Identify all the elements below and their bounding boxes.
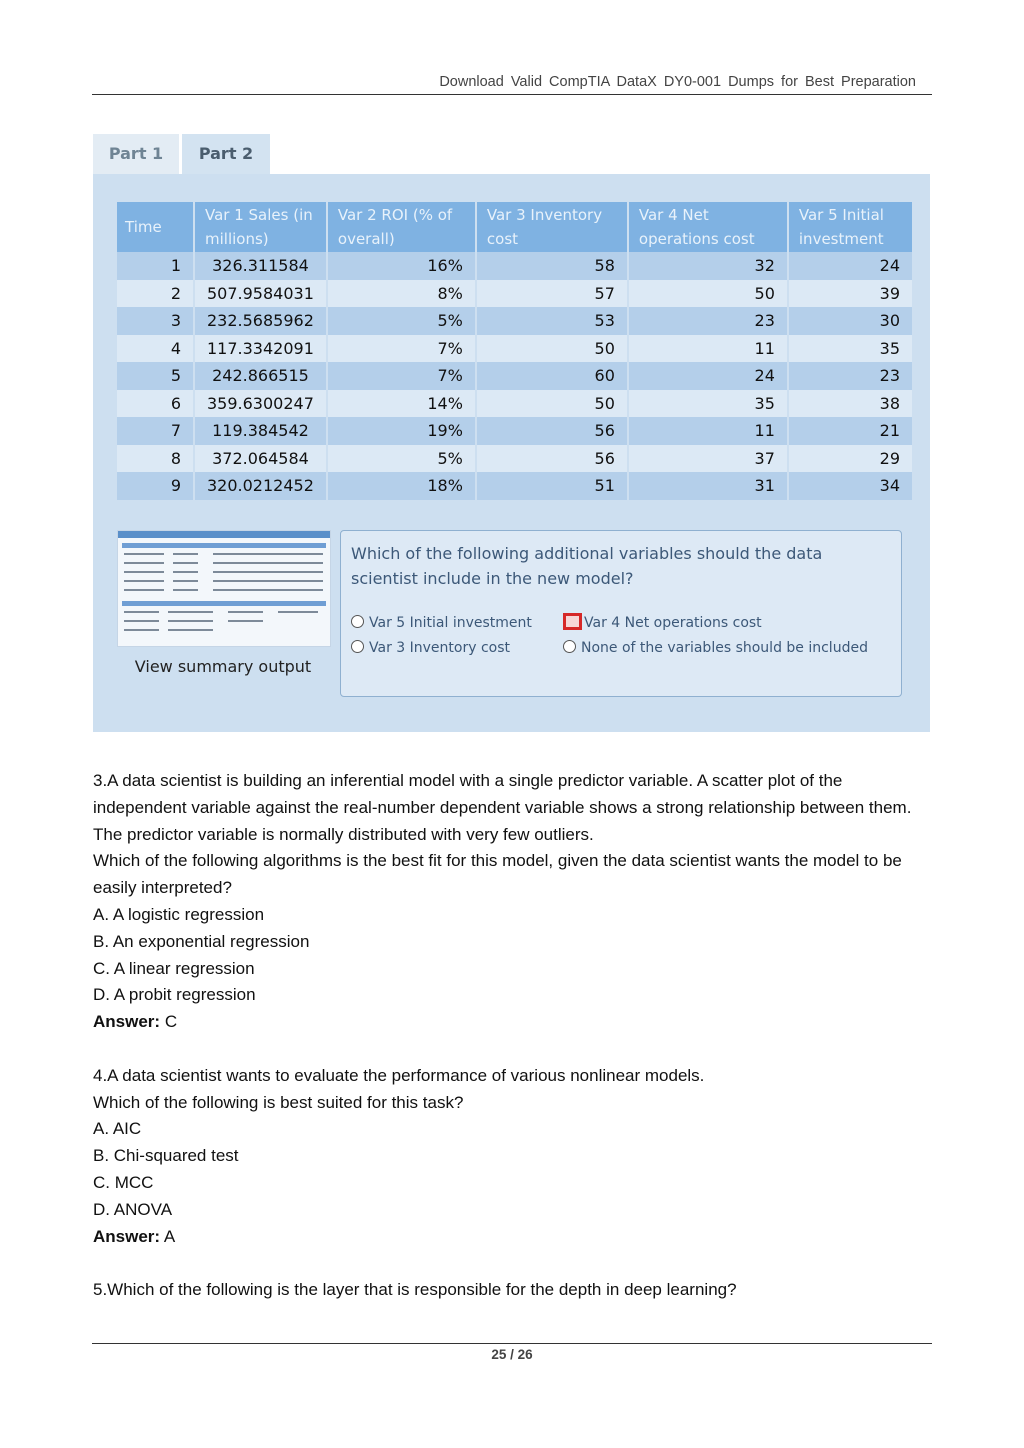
table-row xyxy=(117,417,913,445)
cell-time: 2 xyxy=(117,280,194,308)
cell-time: 5 xyxy=(117,362,194,390)
summary-output-thumbnail[interactable] xyxy=(117,530,331,647)
cell-sales: 320.0212452 xyxy=(194,472,327,500)
question-4-answer: Answer: A xyxy=(93,1226,176,1246)
cell-roi: 14% xyxy=(327,390,476,418)
table-row xyxy=(117,280,913,308)
cell-time: 6 xyxy=(117,390,194,418)
cell-sales: 326.311584 xyxy=(194,252,327,280)
table-row xyxy=(117,362,913,390)
radio-icon[interactable] xyxy=(351,615,364,628)
cell-investment: 38 xyxy=(788,390,913,418)
table-header-row xyxy=(117,202,913,252)
question-4-stem-1: 4.A data scientist wants to evaluate the performance of various nonlinear models. xyxy=(93,1065,705,1085)
option-var5[interactable]: Var 5 Initial investment xyxy=(351,615,532,631)
radio-icon[interactable] xyxy=(563,640,576,653)
question-3-stem-2: Which of the following algorithms is the best fit for this model, given the data scientist wants the model to be easily interpreted? xyxy=(93,851,902,898)
tab-panel xyxy=(93,174,930,732)
cell-time: 8 xyxy=(117,445,194,473)
question-box xyxy=(340,530,902,697)
table-row xyxy=(117,390,913,418)
footer-divider xyxy=(92,1343,932,1344)
tab-part-2[interactable]: Part 2 xyxy=(182,134,270,174)
variables-table xyxy=(117,202,914,500)
cell-investment: 21 xyxy=(788,417,913,445)
exam-screenshot xyxy=(93,134,930,732)
table-row xyxy=(117,335,913,363)
cell-roi: 18% xyxy=(327,472,476,500)
cell-inventory: 60 xyxy=(476,362,628,390)
cell-time: 1 xyxy=(117,252,194,280)
col-header-var1: Var 1 Sales (in millions) xyxy=(194,202,327,252)
cell-inventory: 50 xyxy=(476,335,628,363)
cell-netops: 11 xyxy=(628,417,788,445)
cell-roi: 8% xyxy=(327,280,476,308)
table-row xyxy=(117,445,913,473)
cell-roi: 5% xyxy=(327,445,476,473)
page-header: Download Valid CompTIA DataX DY0-001 Dumps for Best Preparation xyxy=(439,74,916,90)
cell-netops: 24 xyxy=(628,362,788,390)
cell-netops: 23 xyxy=(628,307,788,335)
cell-investment: 29 xyxy=(788,445,913,473)
option-none[interactable]: None of the variables should be included xyxy=(563,640,868,656)
cell-roi: 16% xyxy=(327,252,476,280)
tab-part-1[interactable]: Part 1 xyxy=(93,134,179,174)
cell-time: 9 xyxy=(117,472,194,500)
col-header-var4: Var 4 Net operations cost xyxy=(628,202,788,252)
cell-inventory: 57 xyxy=(476,280,628,308)
question-5-stem: 5.Which of the following is the layer that is responsible for the depth in deep learning? xyxy=(93,1280,737,1300)
cell-sales: 117.3342091 xyxy=(194,335,327,363)
cell-sales: 242.866515 xyxy=(194,362,327,390)
view-summary-output-link[interactable]: View summary output xyxy=(134,657,312,676)
col-header-var3: Var 3 Inventory cost xyxy=(476,202,628,252)
cell-sales: 119.384542 xyxy=(194,417,327,445)
header-divider xyxy=(92,94,932,95)
cell-netops: 37 xyxy=(628,445,788,473)
question-3-choice-c: C. A linear regression xyxy=(93,958,255,978)
cell-investment: 34 xyxy=(788,472,913,500)
option-var4[interactable]: Var 4 Net operations cost xyxy=(563,613,762,631)
cell-inventory: 50 xyxy=(476,390,628,418)
cell-time: 7 xyxy=(117,417,194,445)
col-header-time: Time xyxy=(117,202,194,252)
question-4-choice-c: C. MCC xyxy=(93,1172,154,1192)
cell-investment: 39 xyxy=(788,280,913,308)
question-3-choice-d: D. A probit regression xyxy=(93,985,256,1005)
cell-inventory: 56 xyxy=(476,445,628,473)
cell-netops: 32 xyxy=(628,252,788,280)
questions-section xyxy=(93,768,933,1304)
radio-icon[interactable] xyxy=(351,640,364,653)
option-var3[interactable]: Var 3 Inventory cost xyxy=(351,640,510,656)
question-4-stem-2: Which of the following is best suited for this task? xyxy=(93,1092,464,1112)
cell-inventory: 51 xyxy=(476,472,628,500)
question-4-choice-a: A. AIC xyxy=(93,1119,142,1139)
cell-sales: 372.064584 xyxy=(194,445,327,473)
question-3-choice-a: A. A logistic regression xyxy=(93,904,265,924)
cell-roi: 7% xyxy=(327,335,476,363)
checkbox-selected-icon[interactable] xyxy=(563,613,582,630)
cell-inventory: 58 xyxy=(476,252,628,280)
question-3-choice-b: B. An exponential regression xyxy=(93,931,310,951)
question-3-answer: Answer: C xyxy=(93,1012,178,1032)
cell-netops: 50 xyxy=(628,280,788,308)
cell-investment: 23 xyxy=(788,362,913,390)
cell-netops: 31 xyxy=(628,472,788,500)
question-4-choice-d: D. ANOVA xyxy=(93,1199,173,1219)
cell-inventory: 53 xyxy=(476,307,628,335)
table-row xyxy=(117,472,913,500)
table-body xyxy=(117,252,913,500)
cell-sales: 507.9584031 xyxy=(194,280,327,308)
question-4-choice-b: B. Chi-squared test xyxy=(93,1146,239,1166)
table-row xyxy=(117,307,913,335)
cell-roi: 7% xyxy=(327,362,476,390)
cell-roi: 19% xyxy=(327,417,476,445)
cell-netops: 35 xyxy=(628,390,788,418)
cell-netops: 11 xyxy=(628,335,788,363)
cell-investment: 30 xyxy=(788,307,913,335)
cell-investment: 24 xyxy=(788,252,913,280)
question-text: Which of the following additional variables should the data scientist include in the new model? xyxy=(351,544,823,588)
cell-inventory: 56 xyxy=(476,417,628,445)
cell-sales: 359.6300247 xyxy=(194,390,327,418)
page-number: 25 / 26 xyxy=(491,1347,533,1362)
question-3-stem-1: 3.A data scientist is building an inferential model with a single predictor variable. A scatter plot of the independent variable against the real-number dependent variable shows a strong relationship between them. The predictor variable is normally distributed with very few outliers. xyxy=(93,771,912,844)
col-header-var2: Var 2 ROI (% of overall) xyxy=(327,202,476,252)
col-header-var5: Var 5 Initial investment xyxy=(788,202,913,252)
cell-time: 4 xyxy=(117,335,194,363)
cell-investment: 35 xyxy=(788,335,913,363)
cell-time: 3 xyxy=(117,307,194,335)
cell-roi: 5% xyxy=(327,307,476,335)
cell-sales: 232.5685962 xyxy=(194,307,327,335)
table-row xyxy=(117,252,913,280)
